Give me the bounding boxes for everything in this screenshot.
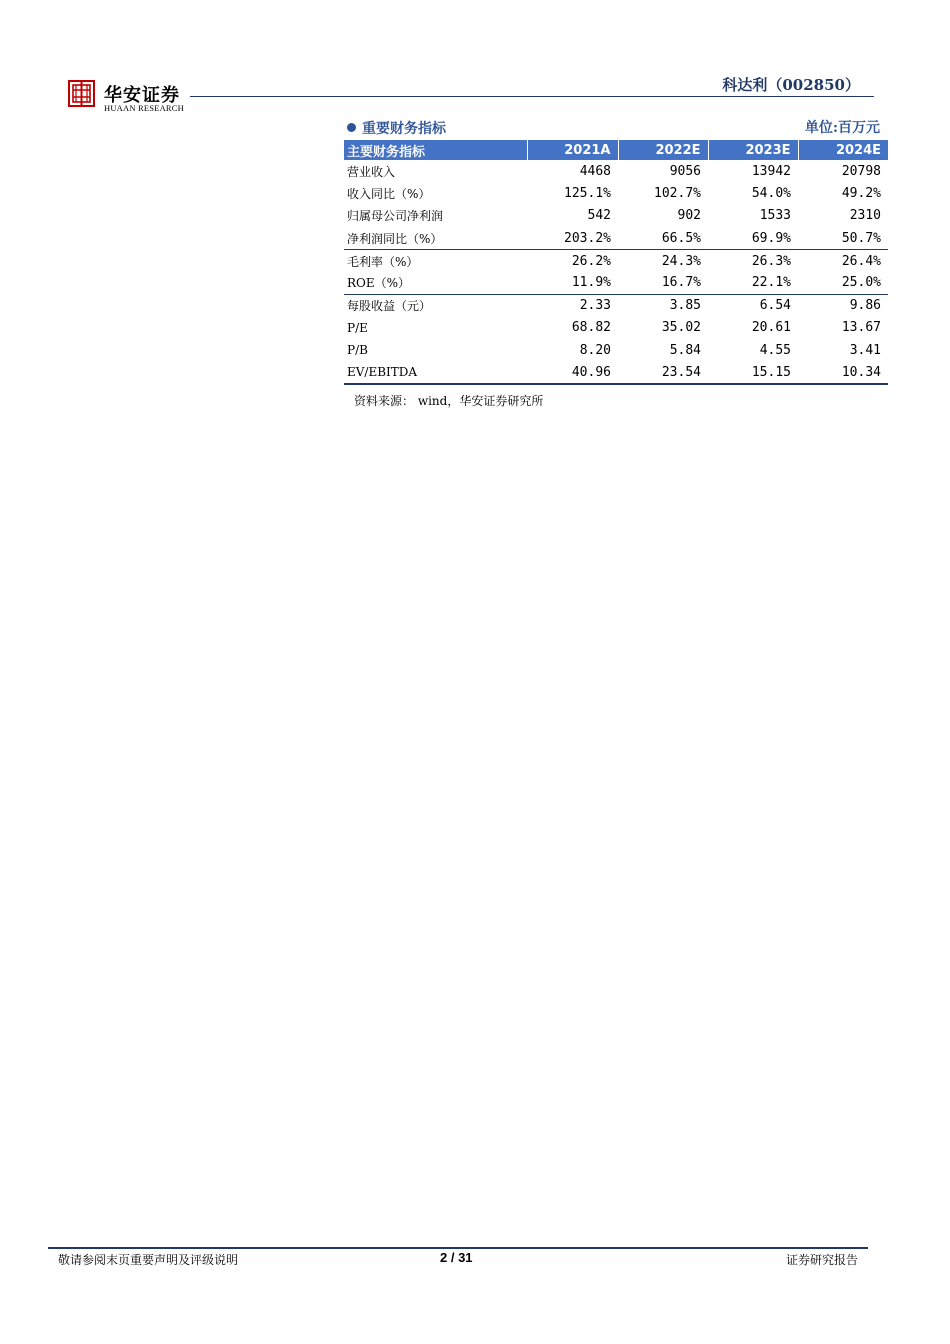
- financial-indicators-section: [344, 116, 888, 385]
- table-row: [344, 182, 888, 204]
- table-cell: 1533: [759, 208, 791, 224]
- table-cell: 9.86: [849, 298, 881, 314]
- huaan-logo-icon: [68, 80, 95, 107]
- column-header: 2022E: [618, 140, 708, 160]
- table-cell: 13942: [751, 163, 791, 179]
- stock-title: 科达利（002850）: [722, 76, 860, 94]
- table-cell: 50.7%: [798, 227, 888, 249]
- table-cell: 4468: [579, 163, 611, 179]
- table-cell: 26.2%: [571, 253, 611, 269]
- row-label: 毛利率（%）: [347, 254, 419, 269]
- table-cell: 24.3%: [661, 253, 701, 269]
- section-heading: [344, 116, 888, 140]
- table-cell: 15.15: [708, 362, 798, 384]
- header-divider: [190, 96, 874, 97]
- table-cell: 8.20: [579, 342, 611, 358]
- table-cell: 66.5%: [618, 227, 708, 249]
- row-label: 每股收益（元）: [347, 299, 432, 314]
- table-row: [344, 227, 888, 249]
- table-cell: 20.61: [751, 320, 791, 336]
- table-cell: 16.7%: [618, 272, 708, 294]
- table-cell: 69.9%: [708, 227, 798, 249]
- section-title: [347, 118, 446, 138]
- table-row: [344, 339, 888, 361]
- company-logo: [68, 80, 188, 116]
- table-cell: 6.54: [759, 298, 791, 314]
- table-cell: 9056: [669, 163, 701, 179]
- row-label: EV/EBITDA: [344, 362, 527, 384]
- table-cell: 68.82: [571, 320, 611, 336]
- footer-divider: [48, 1247, 868, 1249]
- column-header: 2024E: [798, 140, 888, 160]
- table-row: [344, 250, 888, 272]
- table-cell: 54.0%: [751, 186, 791, 202]
- table-row: [344, 272, 888, 294]
- table-cell: 902: [677, 208, 701, 224]
- column-header: 2021A: [527, 140, 618, 160]
- table-row: [344, 362, 888, 384]
- table-cell: 23.54: [618, 362, 708, 384]
- table-row: [344, 294, 888, 316]
- row-label: 净利润同比（%）: [344, 227, 527, 249]
- table-cell: 26.3%: [751, 253, 791, 269]
- footer-report-type: 证券研究报告: [785, 1253, 858, 1267]
- table-cell: 542: [587, 208, 611, 224]
- logo-english-name: HUAAN RESEARCH: [104, 103, 185, 113]
- footer-disclaimer: 敬请参阅末页重要声明及评级说明: [58, 1253, 239, 1267]
- table-cell: 5.84: [669, 342, 701, 358]
- table-header-row: [344, 140, 888, 160]
- unit-label: 单位:百万元: [804, 120, 880, 136]
- table-cell: 40.96: [527, 362, 618, 384]
- section-title-text: 重要财务指标: [362, 121, 446, 137]
- table-cell: 2.33: [579, 298, 611, 314]
- table-cell: 125.1%: [564, 186, 611, 202]
- page-number: 2 / 31: [440, 1250, 473, 1265]
- table-cell: 203.2%: [527, 227, 618, 249]
- bullet-icon: [347, 123, 356, 132]
- column-header: 2023E: [708, 140, 798, 160]
- data-source-note: 资料来源： wind，华安证券研究所: [354, 394, 544, 408]
- table-cell: 22.1%: [708, 272, 798, 294]
- financial-table: [344, 140, 888, 385]
- column-header: 主要财务指标: [344, 140, 527, 160]
- logo-chinese-name: 华安证券: [104, 85, 180, 106]
- page-header: [0, 0, 950, 120]
- table-cell: 4.55: [759, 342, 791, 358]
- table-row: [344, 317, 888, 339]
- row-label: 营业收入: [347, 164, 396, 179]
- table-cell: 3.41: [849, 342, 881, 358]
- table-cell: 35.02: [661, 320, 701, 336]
- table-cell: 10.34: [798, 362, 888, 384]
- table-cell: 13.67: [841, 320, 881, 336]
- table-cell: 3.85: [669, 298, 701, 314]
- table-cell: 11.9%: [527, 272, 618, 294]
- table-cell: 20798: [841, 163, 881, 179]
- table-row: [344, 205, 888, 227]
- table-row: [344, 160, 888, 182]
- table-cell: 26.4%: [841, 253, 881, 269]
- table-cell: 2310: [849, 208, 881, 224]
- row-label: 收入同比（%）: [347, 187, 431, 202]
- row-label: P/B: [347, 343, 368, 358]
- row-label: P/E: [347, 320, 368, 335]
- row-label: ROE（%）: [344, 272, 527, 294]
- table-cell: 49.2%: [841, 186, 881, 202]
- table-cell: 102.7%: [654, 186, 701, 202]
- table-cell: 25.0%: [798, 272, 888, 294]
- row-label: 归属母公司净利润: [347, 209, 444, 224]
